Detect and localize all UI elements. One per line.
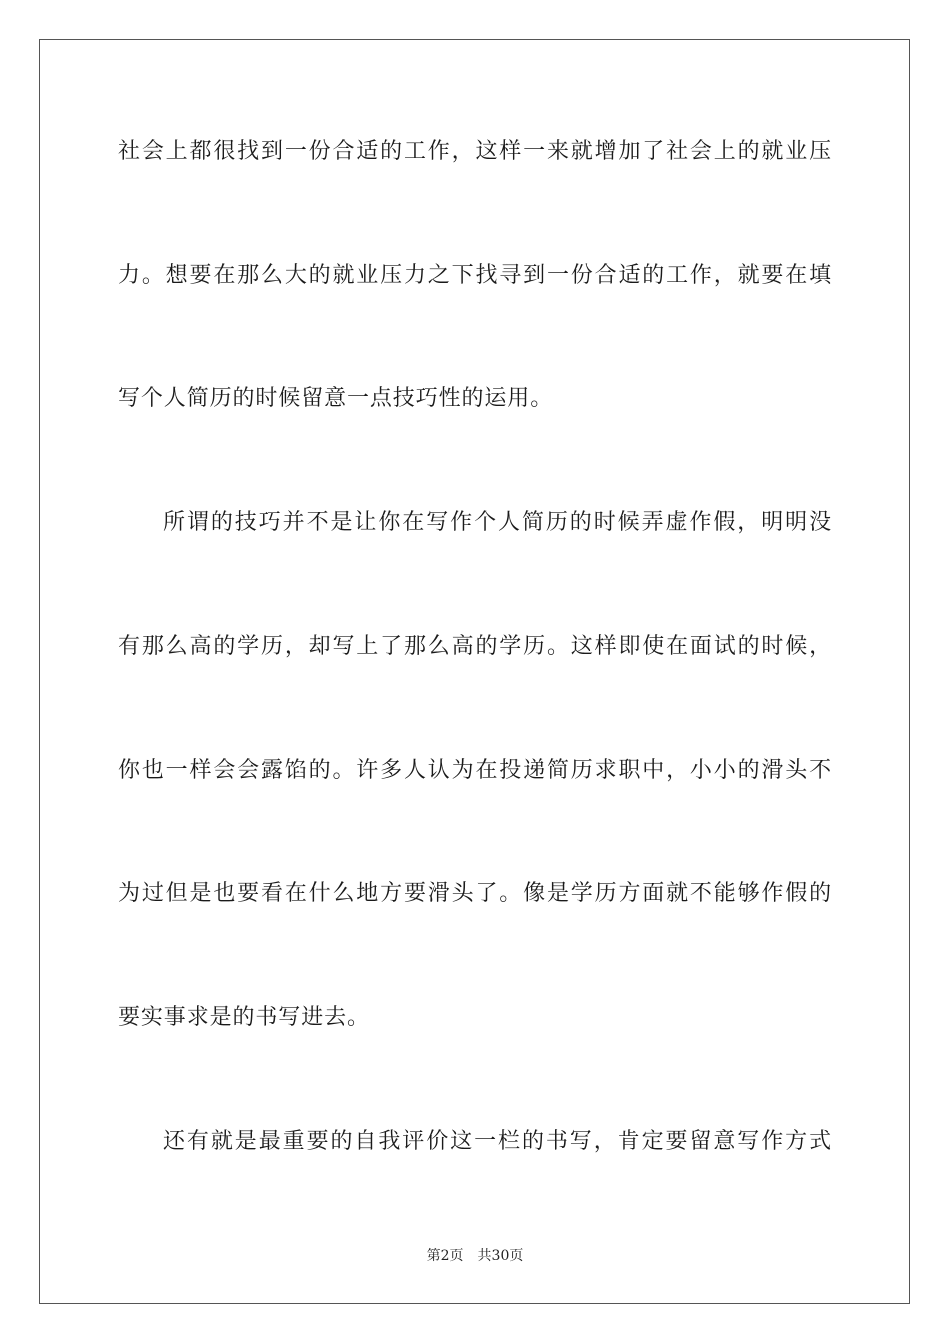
paragraph-first-line: 还有就是最重要的自我评价这一栏的书写，肯定要留意写作方式: [163, 1129, 832, 1154]
body-text-line: 力。想要在那么大的就业压力之下找寻到一份合适的工作，就要在填: [118, 263, 832, 288]
body-text-line: 写个人简历的时候留意一点技巧性的运用。: [118, 386, 554, 411]
total-pages: 共30页: [477, 1248, 524, 1264]
body-text-line: 你也一样会会露馅的。许多人认为在投递简历求职中，小小的滑头不: [118, 758, 832, 783]
body-text-line: 要实事求是的书写进去。: [118, 1005, 370, 1030]
body-text-line: 社会上都很找到一份合适的工作，这样一来就增加了社会上的就业压: [118, 139, 832, 164]
page-border: [39, 39, 910, 1304]
body-text-line: 为过但是也要看在什么地方要滑头了。像是学历方面就不能够作假的: [118, 881, 832, 906]
paragraph-first-line: 所谓的技巧并不是让你在写作个人简历的时候弄虚作假，明明没: [163, 510, 832, 535]
page-number: 第2页: [426, 1248, 464, 1264]
body-text-line: 有那么高的学历，却写上了那么高的学历。这样即使在面试的时候，: [118, 634, 832, 659]
page-footer: [0, 1247, 950, 1265]
